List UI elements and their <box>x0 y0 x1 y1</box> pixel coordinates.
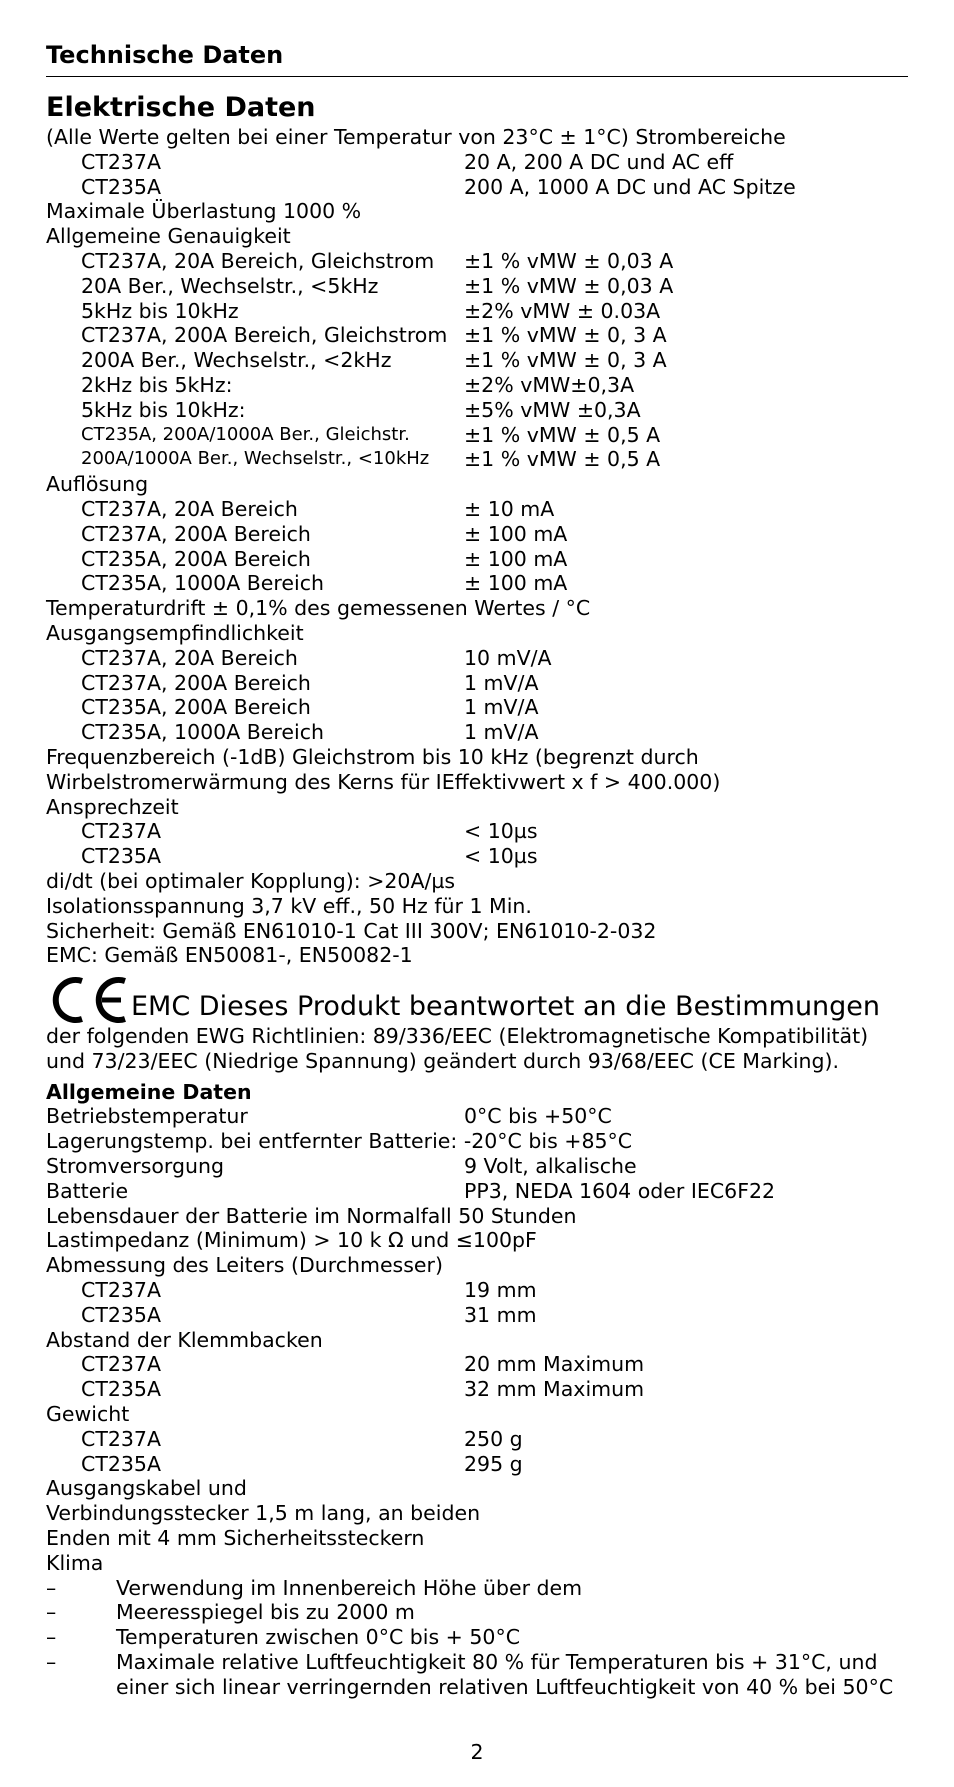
power-row <box>46 1154 908 1179</box>
ranges-value: 20 A, 200 A DC und AC eff <box>464 149 734 174</box>
sensitivity-list <box>46 646 908 745</box>
sensitivity-label: CT237A, 200A Bereich <box>81 670 311 695</box>
sensitivity-label: CT235A, 200A Bereich <box>81 695 311 720</box>
response-row <box>46 844 908 869</box>
jaw-row <box>46 1352 908 1377</box>
response-title: Ansprechzeit <box>46 794 179 819</box>
resolution-row <box>46 571 908 596</box>
climate-text: Verwendung im Innenbereich Höhe über dem <box>116 1575 583 1600</box>
accuracy-value: ±1 % vMW ± 0, 3 A <box>464 348 667 373</box>
overload-line: Maximale Überlastung 1000 % <box>46 199 362 224</box>
accuracy-row <box>46 373 908 398</box>
conductor-value: 19 mm <box>464 1278 537 1303</box>
bullet-dash: – <box>46 1625 57 1650</box>
conductor-list <box>46 1278 908 1328</box>
weight-row <box>46 1452 908 1477</box>
power-label: Stromversorgung <box>46 1154 225 1179</box>
response-row <box>46 819 908 844</box>
accuracy-row <box>46 423 908 448</box>
sensitivity-row <box>46 720 908 745</box>
spec-body <box>46 125 908 1700</box>
sensitivity-row <box>46 671 908 696</box>
sensitivity-value: 1 mV/A <box>464 720 539 745</box>
ce-line-2: der folgenden EWG Richtlinien: 89/336/EEC (Elektromagnetische Kompatibilität) <box>46 1024 869 1049</box>
accuracy-row <box>46 323 908 348</box>
weight-row <box>46 1427 908 1452</box>
resolution-list <box>46 497 908 596</box>
page-number: 2 <box>470 1740 484 1764</box>
response-value: < 10µs <box>464 819 538 844</box>
ranges-value: 200 A, 1000 A DC und AC Spitze <box>464 174 796 199</box>
emc-line: EMC: Gemäß EN50081-, EN50082-1 <box>46 943 413 968</box>
sensitivity-row <box>46 646 908 671</box>
weight-value: 295 g <box>464 1451 523 1476</box>
accuracy-value: ±5% vMW ±0,3A <box>464 397 641 422</box>
cable-line-1: Ausgangskabel und <box>46 1476 247 1501</box>
general-title: Allgemeine Daten <box>46 1079 252 1104</box>
accuracy-value: ±2% vMW±0,3A <box>464 372 635 397</box>
weight-value: 250 g <box>464 1426 523 1451</box>
accuracy-value: ±1 % vMW ± 0,5 A <box>464 447 661 472</box>
sensitivity-value: 1 mV/A <box>464 670 539 695</box>
accuracy-value: ±1 % vMW ± 0,5 A <box>464 422 661 447</box>
accuracy-row <box>46 299 908 324</box>
accuracy-title: Allgemeine Genauigkeit <box>46 224 291 249</box>
ranges-row <box>46 175 908 200</box>
load-line: Lastimpedanz (Minimum) > 10 k Ω und ≤100pF <box>46 1228 537 1253</box>
operating-row <box>46 1104 908 1129</box>
climate-item <box>46 1650 908 1700</box>
climate-text: Meeresspiegel bis zu 2000 m <box>116 1600 415 1625</box>
accuracy-label: 5kHz bis 10kHz: <box>81 397 246 422</box>
accuracy-row <box>46 447 908 472</box>
conductor-value: 31 mm <box>464 1302 537 1327</box>
accuracy-label: CT237A, 20A Bereich, Gleichstrom <box>81 248 435 273</box>
weight-list <box>46 1427 908 1477</box>
conductor-title: Abmessung des Leiters (Durchmesser) <box>46 1253 443 1278</box>
intro-line: (Alle Werte gelten bei einer Temperatur von 23°C ± 1°C) Strombereiche <box>46 125 786 149</box>
accuracy-value: ±1 % vMW ± 0,03 A <box>464 273 674 298</box>
battery-row <box>46 1179 908 1204</box>
accuracy-row <box>46 249 908 274</box>
safety-line: Sicherheit: Gemäß EN61010-1 Cat III 300V; EN61010-2-032 <box>46 918 657 943</box>
header-rule <box>46 76 908 77</box>
resolution-label: CT237A, 200A Bereich <box>81 521 311 546</box>
bullet-dash: – <box>46 1575 57 1600</box>
spec-page <box>46 40 908 1700</box>
jaw-title: Abstand der Klemmbacken <box>46 1327 323 1352</box>
climate-item <box>46 1600 908 1625</box>
conductor-row <box>46 1303 908 1328</box>
climate-title: Klima <box>46 1550 104 1575</box>
sensitivity-row <box>46 695 908 720</box>
jaw-value: 20 mm Maximum <box>464 1352 645 1377</box>
accuracy-label: 200A/1000A Ber., Wechselstr., <10kHz <box>81 448 430 470</box>
power-value: 9 Volt, alkalische <box>464 1154 637 1179</box>
ranges-label: CT237A <box>81 149 161 174</box>
accuracy-row <box>46 348 908 373</box>
climate-text: Temperaturen zwischen 0°C bis + 50°C <box>116 1625 521 1650</box>
accuracy-row <box>46 398 908 423</box>
jaw-label: CT237A <box>81 1352 161 1377</box>
weight-label: CT237A <box>81 1426 161 1451</box>
accuracy-value: ±1 % vMW ± 0,03 A <box>464 248 674 273</box>
accuracy-label: 5kHz bis 10kHz <box>81 298 239 323</box>
response-value: < 10µs <box>464 844 538 869</box>
weight-label: CT235A <box>81 1451 161 1476</box>
battery-life-line: Lebensdauer der Batterie im Normalfall 50 Stunden <box>46 1203 577 1228</box>
resolution-value: ± 100 mA <box>464 521 568 546</box>
ranges-row <box>46 150 908 175</box>
resolution-value: ± 100 mA <box>464 571 568 596</box>
operating-value: 0°C bis +50°C <box>464 1104 612 1129</box>
accuracy-list <box>46 249 908 472</box>
accuracy-label: 2kHz bis 5kHz: <box>81 372 233 397</box>
accuracy-label: CT235A, 200A/1000A Ber., Gleichstr. <box>81 423 410 445</box>
resolution-label: CT235A, 1000A Bereich <box>81 571 324 596</box>
accuracy-label: CT237A, 200A Bereich, Gleichstrom <box>81 323 448 348</box>
resolution-row <box>46 547 908 572</box>
battery-value: PP3, NEDA 1604 oder IEC6F22 <box>464 1178 776 1203</box>
resolution-row <box>46 522 908 547</box>
resolution-label: CT237A, 20A Bereich <box>81 496 298 521</box>
bullet-dash: – <box>46 1600 57 1625</box>
section-header: Technische Daten <box>46 41 284 69</box>
frequency-line-1: Frequenzbereich (-1dB) Gleichstrom bis 10 kHz (begrenzt durch <box>46 744 699 769</box>
accuracy-value: ±1 % vMW ± 0, 3 A <box>464 323 667 348</box>
climate-item <box>46 1625 908 1650</box>
sensitivity-value: 1 mV/A <box>464 695 539 720</box>
weight-title: Gewicht <box>46 1402 130 1427</box>
ranges-list <box>46 150 908 200</box>
ce-mark-icon <box>46 976 130 1024</box>
jaw-list <box>46 1352 908 1402</box>
sensitivity-label: CT237A, 20A Bereich <box>81 645 298 670</box>
ranges-label: CT235A <box>81 174 161 199</box>
didt-line: di/dt (bei optimaler Kopplung): >20A/µs <box>46 868 456 893</box>
resolution-value: ± 100 mA <box>464 546 568 571</box>
jaw-label: CT235A <box>81 1377 161 1402</box>
response-list <box>46 819 908 869</box>
sensitivity-value: 10 mV/A <box>464 645 552 670</box>
cable-line-3: Enden mit 4 mm Sicherheitssteckern <box>46 1526 425 1551</box>
sensitivity-title: Ausgangsempfindlichkeit <box>46 620 304 645</box>
tempdrift-line: Temperaturdrift ± 0,1% des gemessenen Wertes / °C <box>46 596 591 621</box>
response-label: CT235A <box>81 844 161 869</box>
climate-item <box>46 1576 908 1601</box>
jaw-row <box>46 1377 908 1402</box>
climate-list <box>46 1576 908 1700</box>
bullet-dash: – <box>46 1650 57 1675</box>
conductor-label: CT237A <box>81 1278 161 1303</box>
accuracy-label: 200A Ber., Wechselstr., <2kHz <box>81 348 392 373</box>
isolation-line: Isolationsspannung 3,7 kV eff., 50 Hz für 1 Min. <box>46 893 532 918</box>
frequency-line-2: Wirbelstromerwärmung des Kerns für IEffektivwert x f > 400.000) <box>46 769 721 794</box>
ce-title-line <box>46 976 908 1024</box>
resolution-title: Auflösung <box>46 472 149 497</box>
climate-text: Maximale relative Luftfeuchtigkeit 80 % für Temperaturen bis + 31°C, und einer sich linear verringernden relativen Luftfeuchtigkeit von 40 % bei 50°C <box>116 1650 894 1699</box>
accuracy-value: ±2% vMW ± 0.03A <box>464 298 661 323</box>
resolution-label: CT235A, 200A Bereich <box>81 546 311 571</box>
conductor-row <box>46 1278 908 1303</box>
resolution-row <box>46 497 908 522</box>
sensitivity-label: CT235A, 1000A Bereich <box>81 720 324 745</box>
ce-line-3: und 73/23/EEC (Niedrige Spannung) geändert durch 93/68/EEC (CE Marking). <box>46 1048 840 1073</box>
ce-title: EMC Dieses Produkt beantwortet an die Bestimmungen <box>131 991 881 1023</box>
ce-statement <box>46 976 908 1074</box>
battery-label: Batterie <box>46 1178 129 1203</box>
storage-line: Lagerungstemp. bei entfernter Batterie: -20°C bis +85°C <box>46 1129 633 1154</box>
operating-label: Betriebstemperatur <box>46 1104 248 1129</box>
accuracy-row <box>46 274 908 299</box>
conductor-label: CT235A <box>81 1302 161 1327</box>
response-label: CT237A <box>81 819 161 844</box>
jaw-value: 32 mm Maximum <box>464 1377 645 1402</box>
resolution-value: ± 10 mA <box>464 496 555 521</box>
cable-line-2: Verbindungsstecker 1,5 m lang, an beiden <box>46 1501 481 1526</box>
accuracy-label: 20A Ber., Wechselstr., <5kHz <box>81 273 379 298</box>
page-title: Elektrische Daten <box>46 92 316 123</box>
